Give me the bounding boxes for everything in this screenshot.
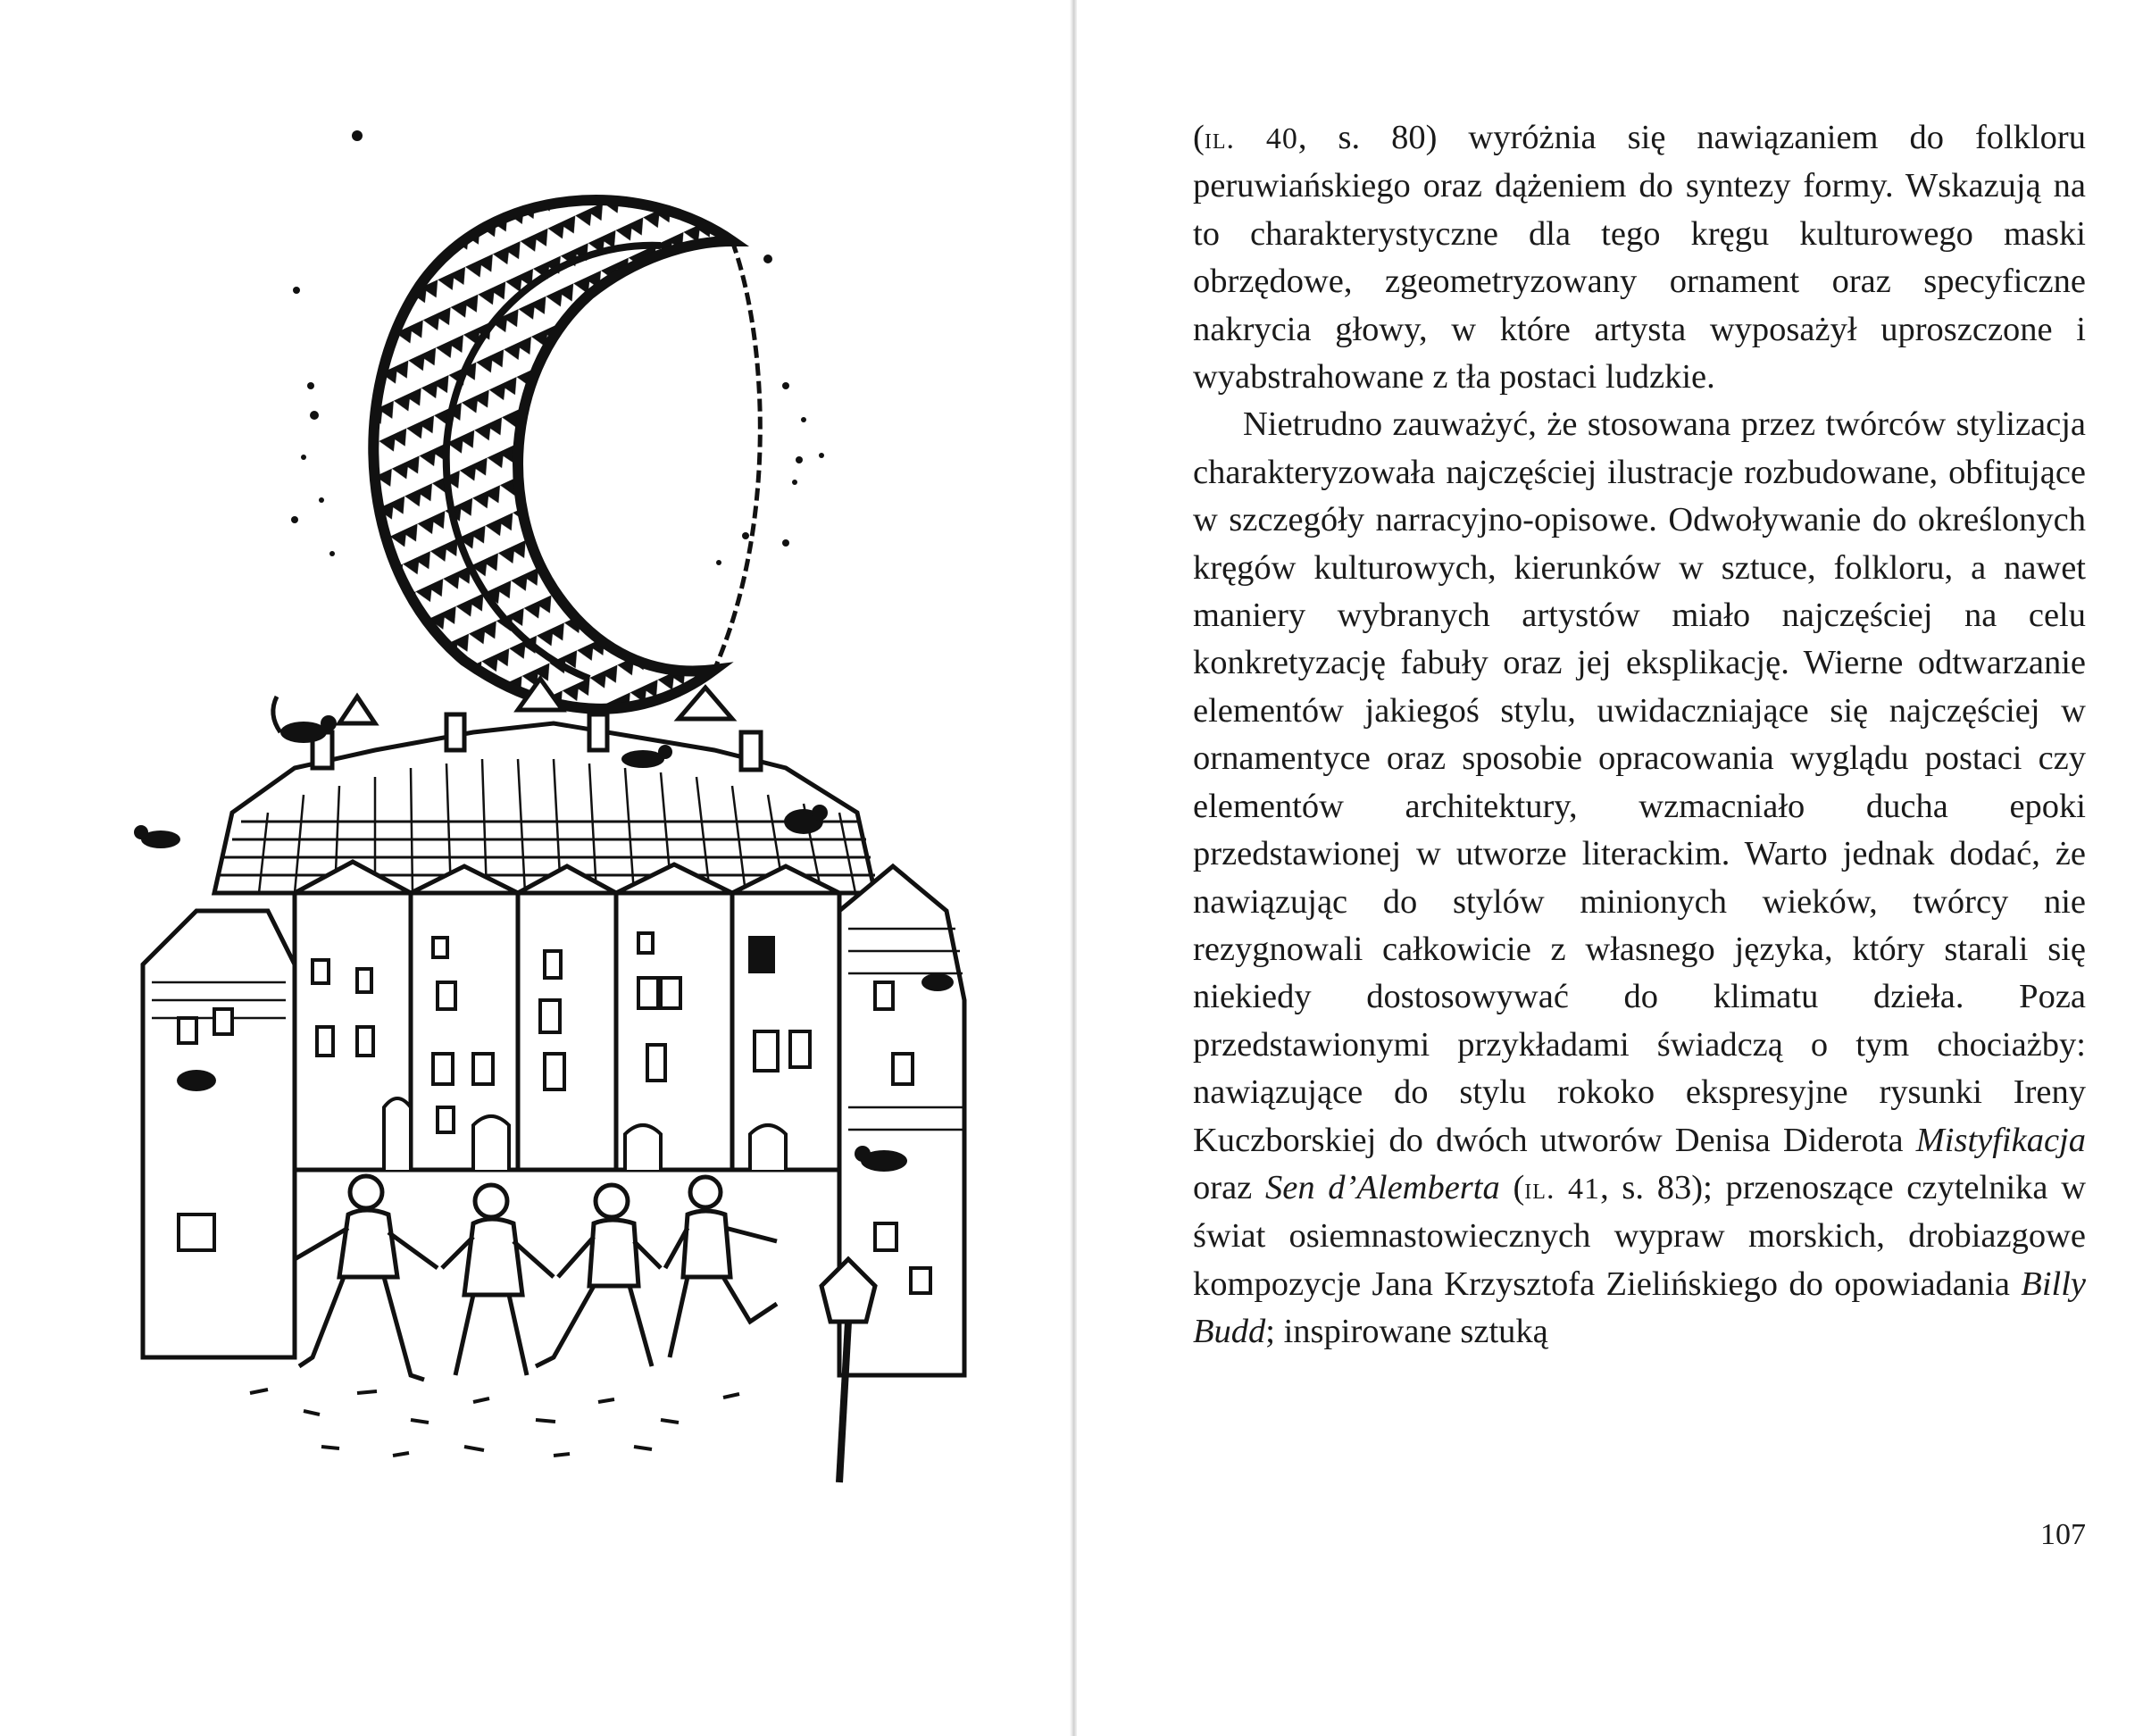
- woodcut-illustration-icon: [89, 107, 1000, 1500]
- paragraph-2-text-b: oraz: [1193, 1168, 1265, 1206]
- book-title-mistyfikacja: Mistyfikacja: [1915, 1121, 2086, 1159]
- paragraph-2-text-d: ; inspirowane sztuką: [1265, 1313, 1548, 1351]
- paragraph-2-text-a: Nietrudno zauważyć, że stosowana przez twórców stylizacja charakteryzowała najczęściej ilustracje rozbudowane, obfitujące w szczegóły narracyjno-opisowe. Odwoływanie do określonych kręgów kulturowych, kierunków w sztuce, folkloru, a nawet maniery wybranych artystów miało najczęściej na celu konkretyzację fabuły oraz jej eksplikację. Wierne odtwarzanie elementów jakiegoś stylu, uwidaczniające się najczęściej w ornamentyce oraz sposobie opracowania wyglądu postaci czy elementów architektury, wzmacniało ducha epoki przedstawionej w utworze literackim. Warto jednak dodać, że nawiązując do stylów minionych wieków, twórcy nie rezygnowali całkowicie z własnego języka, który starali się niekiedy dostosowywać do klimatu dzieła. Poza przedstawionymi przykładami świadczą o tym chociażby: nawiązujące do stylu rokoko ekspresyjne rysunki Ireny Kuczborskiej do dwóch utworów Denisa Diderota: [1193, 405, 2086, 1159]
- illustration-reference-2: il. 41: [1524, 1172, 1601, 1206]
- book-title-billy-budd: Billy Budd: [1193, 1264, 2086, 1351]
- illustration-svg: [89, 107, 1000, 1500]
- book-title-sen-dalemberta: Sen d’Alemberta: [1264, 1168, 1500, 1206]
- page-number: 107: [2040, 1518, 2086, 1551]
- ink-specks: [291, 130, 824, 565]
- right-page: [1077, 0, 2143, 1736]
- body-text: [1193, 114, 2086, 1356]
- left-page: [0, 0, 1070, 1736]
- book-gutter: [1070, 0, 1077, 1736]
- cobblestones-icon: [250, 1390, 739, 1456]
- crescent-moon-icon: [373, 200, 760, 709]
- paragraph-1: (il. 40, s. 80) wyróżnia się nawiązaniem do folkloru peruwiańskiego oraz dążeniem do syntezy formy. Wskazują na to charakterystyczne dla tego kręgu kulturowego maski obrzędowe, zgeometryzowany ornament oraz specyficzne nakrycia głowy, w które artysta wyposażył uproszczone i wyabstrahowane z tła postaci ludzkie.: [1193, 119, 2087, 396]
- paragraph-1-text: , s. 80) wyróżnia się nawiązaniem do folkloru peruwiańskiego oraz dążeniem do syntezy formy. Wskazują na to charakterystyczne dla tego kręgu kulturowego maski obrzędowe, zgeometryzowany ornament oraz specyficzne nakrycia głowy, w które artysta wyposażył uproszczone i wyabstrahowane z tła postaci ludzkie.: [1193, 119, 2087, 396]
- dancing-people-icon: [295, 1176, 777, 1380]
- illustration-reference: il. 40: [1204, 122, 1298, 155]
- paragraph-2: Nietrudno zauważyć, że stosowana przez twórców stylizacja charakteryzowała najczęściej ilustracje rozbudowane, obfitujące w szczegóły narracyjno-opisowe. Odwoływanie do określonych kręgów kulturowych, kierunków w sztuce, folkloru, a nawet maniery wybranych artystów miało najczęściej na celu konkretyzację fabuły oraz jej eksplikację. Wierne odtwarzanie elementów jakiegoś stylu, uwidaczniające się najczęściej w ornamentyce oraz sposobie opracowania wyglądu postaci czy elementów architektury, wzmacniało ducha epoki przedstawionej w utworze literackim. Warto jednak dodać, że nawiązując do stylów minionych wieków, twórcy nie rezygnowali całkowicie z własnego języka, który starali się niekiedy dostosowywać do klimatu dzieła. Poza przedstawionymi przykładami świadczą o tym chociażby: nawiązujące do stylu rokoko ekspresyjne rysunki Ireny Kuczborskiej do dwóch utworów Denisa Diderota Mistyfikacja oraz Sen d’Alemberta (il. 41, s. 83); przenoszące czytelnika w świat osiemnastowiecznych wypraw morskich, drobiazgowe kompozycje Jana Krzysztofa Zielińskiego do opowiadania Billy Budd; inspirowane sztuką: [1193, 405, 2087, 1351]
- paragraph-2-text-c: , s. 83); przenoszące czytelnika w świat osiemnastowiecznych wypraw morskich, drobiazgowe kompozycje Jana Krzysztofa Zielińskiego do opowiadania: [1193, 1168, 2087, 1303]
